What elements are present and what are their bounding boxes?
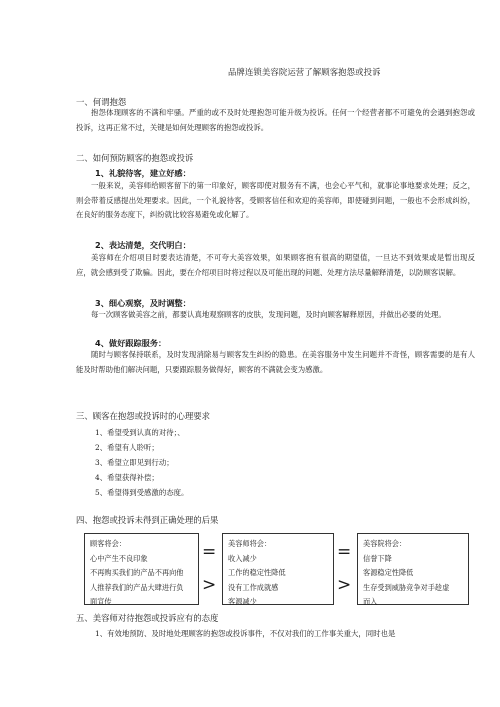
list-item: 5、希望得到受感激的态度。 [95, 488, 189, 497]
paragraph-follow-up: 随时与顾客保持联系，及时发现消除易与顾客发生纠纷的隐患。在美容服务中发生问题并不奇怪，顾客需要的是有人能及时帮助他们解决问题，只要跟踪服务做得好，顾客的不满就会变为感激。 [76, 350, 475, 374]
section-1-heading: 一、何谓抱怨 [76, 97, 127, 107]
box-line: 客源减少 [228, 597, 257, 607]
subheading-courtesy: 1、礼貌待客，建立好感： [95, 168, 191, 178]
box-line: 而入 [363, 597, 378, 607]
paragraph-courtesy: 一般来说，美容师给顾客留下的第一印象好，顾客即使对服务有不满，也会心平气和，就事论事地要求处理；反之，则会带着反感提出处理要求。因此，一个礼貌待客，受顾客信任和欢迎的美容师，即使碰到问题，一般也不会形成纠纷，在良好的服务态度下，纠纷就比较容易避免或化解了。 [76, 181, 475, 220]
beautician-outcome-box [222, 533, 334, 605]
box-line: 生存受到威胁竞争对手趁虚 [363, 582, 450, 592]
list-item: 4、希望获得补偿； [95, 473, 159, 482]
paragraph-explain: 美容师在介绍项目时要表达清楚，不可夸大美容效果，如果顾客抱有很高的期望值，一旦达不到效果或是暂出现反应，就会感到受了欺骗。因此，要在介绍项目时将过程以及可能出现的问题、处理方法尽量解释清楚，以防顾客误解。 [76, 253, 475, 277]
customer-outcome-box [84, 533, 199, 605]
salon-outcome-box [357, 533, 469, 605]
list-item: 1、希望受到认真的对待；、 [95, 428, 185, 437]
box-line: 信誉下降 [363, 553, 392, 563]
box-line: 面宣传 [90, 597, 112, 607]
equals-arrow: = [337, 542, 352, 562]
section-4-heading: 四、抱怨或投诉未得到正确处理的后果 [76, 515, 219, 525]
section-2-heading: 二、如何预防顾客的抱怨或投诉 [76, 153, 194, 163]
box-line: 收入减少 [228, 553, 257, 563]
box-line: 顾客将会： [90, 539, 126, 548]
box-line: 美容院将会： [363, 539, 407, 548]
box-line: 美容师将会： [228, 539, 272, 548]
list-item: 2、希望有人聆听； [95, 443, 159, 452]
box-line: 工作的稳定性降低 [228, 568, 286, 578]
box-line: 没有工作成就感 [228, 582, 279, 592]
section-5-line: 1、有效地预防、及时地处理顾客的抱怨或投诉事件，不仅对我们的工作事关重大，同时也是 [95, 629, 396, 638]
box-line: 不再购买我们的产品不再向他 [90, 568, 184, 578]
subheading-explain: 2、表达清楚，交代明白： [95, 240, 191, 250]
greater-than-arrow: > [337, 575, 352, 595]
section-5-heading: 五、美容师对待抱怨或投诉应有的态度 [76, 613, 219, 623]
paragraph-observe: 每一次顾客做美容之前，都要认真地观察顾客的皮肤，发现问题，及时向顾客解释原因，并做出必要的处理。 [91, 310, 446, 319]
equals-arrow: = [202, 542, 217, 562]
section-1-paragraph: 抱怨体现顾客的不满和牢骚。严重的或不及时处理抱怨可能升级为投诉。任何一个经营者都不可避免的会遇到抱怨或投诉，这再正常不过，关键是如何处理顾客的抱怨或投诉。 [76, 108, 475, 132]
box-line: 客源稳定性降低 [363, 568, 414, 578]
list-item: 3、希望立即见到行动； [95, 458, 174, 467]
subheading-observe: 3、细心观察，及时调整： [95, 298, 191, 308]
box-line: 心中产生不良印象 [90, 553, 148, 563]
page-title: 品牌连锁美容院运营了解顾客抱怨或投诉 [228, 67, 381, 77]
section-3-heading: 三、顾客在抱怨或投诉时的心理要求 [76, 411, 210, 421]
greater-than-arrow: > [202, 575, 217, 595]
box-line: 人推荐我们的产品大肆进行负 [90, 582, 184, 592]
subheading-follow-up: 4、做好跟踪服务： [95, 338, 167, 348]
